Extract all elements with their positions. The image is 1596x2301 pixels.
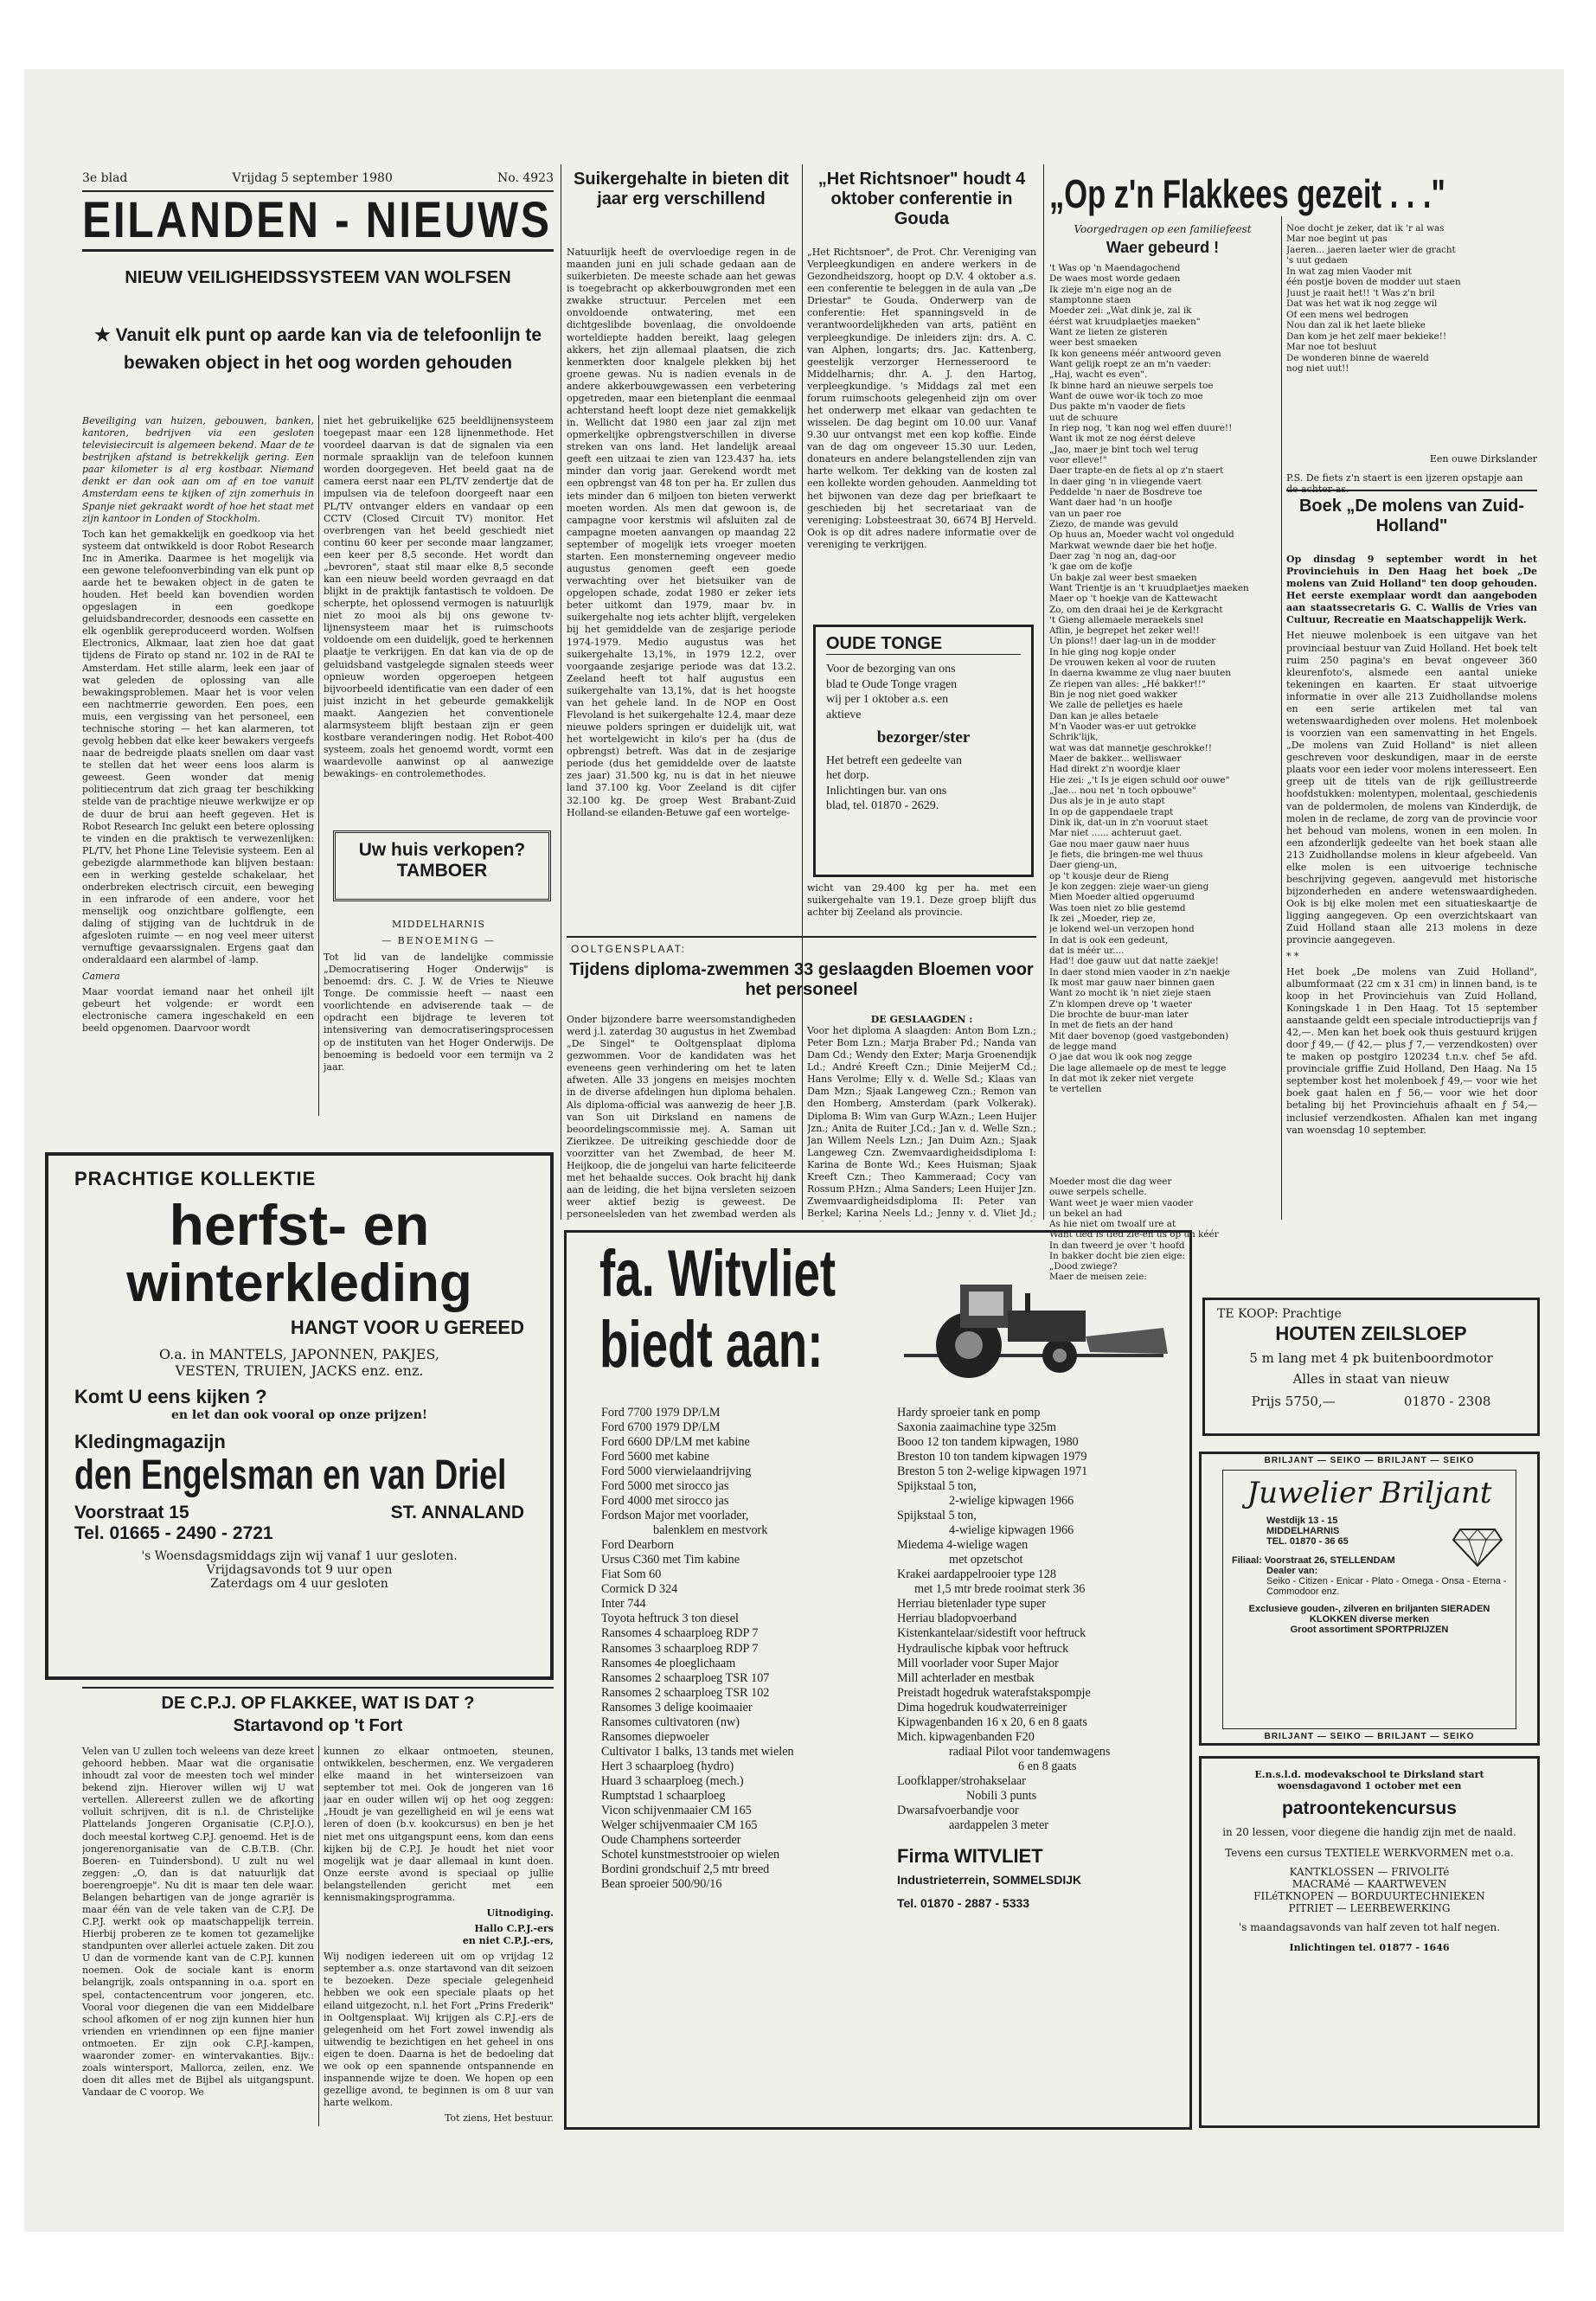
witvliet-item: Ransomes 2 schaarploeg TSR 102	[601, 1685, 770, 1700]
witvliet-item: Welger schijvenmaaier CM 165	[601, 1817, 758, 1832]
witvliet-item: Hert 3 schaarploeg (hydro)	[601, 1759, 734, 1773]
camera-heading: Camera	[82, 970, 120, 982]
tamboer-line2: TAMBOER	[396, 861, 488, 881]
witvliet-item: Loofklapper/strohakselaar	[897, 1773, 1026, 1788]
wolfsen-col2	[324, 415, 554, 822]
witvliet-item: Hardy sproeier tank en pomp	[897, 1406, 1041, 1420]
suiker-body-box	[567, 247, 796, 1146]
zeilsloep-l1: 5 m lang met 4 pk buitenboordmotor	[1249, 1350, 1493, 1366]
flakkees-poem1: 't Was op 'n Maendagochend De waes most worde gedaen Ik zieje m'n eige nog an de stamptonne staen Moeder zei: „Wat dink je, zal ik éérst wat kruudplaetjes maeken" Want ze lieten ze gisteren weer best smaeken Ik kon geneens méér antwoord geven Want gelijk roept ze an m'n vaeder: „Haj, wacht es even". Ik binne hard an nieuwe serpels toe Want de ouwe wor-ik toch zo moe Dus pakte m'n vaoder de fiets uut de schuure In riep nog, 't kan nog wel effen duure!! Want ik mot ze nog éérst deleve „Jao, maer je bint toch wel terug voor elleve!" Daer trapte-en de fiets al op z'n staert In daer ging 'n in vliegende vaert Peddelde 'n naer de Bosdreve toe Want daer had 'n un hoofje van un paer roe Ziezo, de mande was gevuld Op huus an, Moeder wacht vol ongeduld Markwat wewnde daer bie het hofje. Daer zag 'n nog an, dag-oor 'k gae om de kofje Un bakje zal weer best smaeken Want Trientje is an 't kruudplaetjes maeken Maer op 't hoekje van de Kattewacht Zo, om den draai hei je de Kerkgracht 't Gieng allemaele meraekels snel Aflin, je begrepet het zeker wel!! Un plons!! daer lag-un in de modder In hie ging nog kopje onder De vrouwen keken al voor de ruuten In daerna kwamme ze vlug naer buuten Ze riepen van alles: „Hé bakker!!" Bin je nog niet goed wakker We zalle de pelletjes es haele Dan kan je alles betaele M'n Vaoder was-er uut getrokke Schrik'lijk, wat was dat mannetje geschrokke!! Maer de bakker... welliswaer Had direkt z'n woordje klaer Hie zei: „'t Is je eigen schuld oor ouwe" „Jae... nou net 'n toch opbouwe" Dus als je in je auto stapt In op de gappendaele trapt Dink ik, dat-un in z'n vooruut staet Mar niet ...... achteruut gaet. Gae nou maer gauw naer huus Je fiets, die bringen-me wel thuus Daer gieng-un, op 't kousje deur de Rieng Je kon zeggen: zieje waer-un gieng Mien Moeder altied opgeruumd Was toen niet zo blie gestemd Ik zei „Moeder, riep ze, je lokend wel-un verzopen hond In dat is ook een gedeunt, dat is méér ur.... Had'! doe gauw uut dat natte zaekje! In daer stond mien vaoder in z'n naekje Ik most mar gauw naer binnen gaen Want zo mocht ik 'n niet zieje staen Z'n klompen dreve op 't waeter Die brochte de buur-man later In met de fiets an der hand Mit daer bovenop (goed vastgebonden) de legge mand O jae dat wou ik ook nog zegge Die lage allemaele op de mest te legge In dat mot ik zeker niet vergete te vertellen	[1049, 263, 1249, 1095]
witvliet-item: Rumptstad 1 schaarploeg	[601, 1788, 726, 1803]
richtsnoer-body: „Het Richtsnoer", de Prot. Chr. Vereniging van Verpleegkundigen en andere werkers in de Gezondheidszorg, hoopt op D.V. 4 oktober a.s. een conferentie te beleggen in de aula van „De Driestar" te Gouda. Onderwerp van de conferentie: Het spanningsveld in de verantwoordelijkheden van arts, patiënt en verpleegkundige. De inleiders zijn: drs. A. C. van Alphen, longarts; drs. Jac. Kattenberg, geestelijk verzorger Hernesseroord te Middelharnis; dhr. A. J. den Hartog, verpleegkundige. 's Middags zal met een forum ruimschoots gelegenheid zijn om over het onderwerp met elkaar van gedachten te wisselen. De dag begint om 10.00 uur. Vanaf 9.30 uur ontvangst met een kop koffie. Einde van de dag om ongeveer 15.30 uur. Leden, donateurs en andere belangstellenden zijn van harte welkom. Ter dekking van de kosten zal een kollekte worden gehouden. Aanmelding tot het bijwonen van deze dag per briefkaart te geschieden bij het secretariaat van de vereniging: Lobsteestraat 30, 6674 BJ Herveld. Ook is op dit adres nadere informatie over de vereniging te verkrijgen.	[807, 247, 1036, 550]
zeilsloep-price: Prijs 5750,—	[1251, 1394, 1336, 1409]
witvliet-item: Huard 3 schaarploeg (mech.)	[601, 1773, 744, 1788]
herfst-oa: O.a. in MANTELS, JAPONNEN, PAKJES,	[158, 1346, 439, 1363]
patroon-rowC: FILéTKNOPEN — BORDUURTECHNIEKEN	[1253, 1890, 1485, 1902]
wolfsen-camera: Maar voordat iemand naar het onheil ijlt gebeurt het volgende: er wordt een electronische camera ingeschakeld en een beeld opgenomen. Daarvoor wordt	[82, 985, 314, 1034]
witvliet-item: Saxonia zaaimachine type 325m	[897, 1420, 1056, 1435]
patroon-title: patroontekencursus	[1282, 1798, 1457, 1818]
flakkees-headline: „Op z'n Flakkees gezeit . . ."	[1049, 171, 1445, 216]
juwelier-inner	[1222, 1470, 1516, 1729]
wolfsen-kicker: NIEUW VEILIGHEIDSSYSTEEM VAN WOLFSEN	[125, 268, 511, 287]
herfst-prijzen: en let dan ook vooral op onze prijzen!	[170, 1408, 428, 1423]
issue-date: Vrijdag 5 september 1980	[232, 171, 393, 185]
herfst-h2: Vrijdagsavonds tot 9 uur open	[206, 1563, 393, 1578]
cpj-sign: Tot ziens, Het bestuur.	[445, 2112, 554, 2125]
benoeming-article	[324, 919, 554, 1118]
zeilsloep-kicker: TE KOOP: Prachtige	[1217, 1307, 1342, 1321]
cpj-sub: Startavond op 't Fort	[233, 1716, 403, 1735]
issue-number: No. 4923	[497, 171, 554, 185]
witvliet-tel: Tel. 01870 - 2887 - 5333	[897, 1896, 1030, 1911]
witvliet-item: Cormick D 324	[601, 1582, 678, 1597]
molens-body: Het nieuwe molenboek is een uitgave van het provinciaal bestuur van Zuid Holland. Het boek telt ruim 250 pagina's en bevat ongeveer 360 kleurenfoto's, alsmede een aantal unieke tekeningen en kaarten. Er staat uitvoerige informatie in over alle 213 Zuidhollandse molens en een serie artikelen met tal van wetenswaardigheden over molens. Het molenboek is voorzien van een samenvatting in het Engels. „De molens van Zuid Holland" is niet alleen geschreven voor deskundigen, maar in de eerste plaats voor een ieder voor molens interesseert. Een greep uit de titels van de rijk geïllustreerde hoofdstukken: molentypen, molentaal, geschiedenis van de poldermolen, de molens van Kinderdijk, de molen in de reclame, de zorg van de provincie voor het behoud van molens, wonen in een molen. In een afzonderlijk gedeelte van het boek staan alle 213 Zuidhollandse molens in kleur afgebeeld. Van elke molen is een uitvoerige technische beschrijving gegeven, aangevuld met historische bijzonderheden en andere wetenswaardigheden. Ook is bij elke molen met een situatieskaartje de ligging aangegeven. Op een overzichtskaart van Zuid Holland staan alle 213 molens in deze provincie aangegeven.	[1286, 630, 1537, 946]
witvliet-item: Ford 7700 1979 DP/LM	[601, 1406, 721, 1420]
witvliet-item: Dima hogedruk koudwaterreiniger	[897, 1700, 1067, 1715]
witvliet-item: Ransomes 2 schaarploeg TSR 107	[601, 1670, 770, 1685]
wolfsen-col1	[82, 415, 314, 1116]
witvliet-item: Ransomes diepwoeler	[601, 1729, 709, 1744]
witvliet-item: met 1,5 mtr brede rooimat sterk 36	[914, 1582, 1086, 1597]
witvliet-item: Booo 12 ton tandem kipwagen, 1980	[897, 1435, 1079, 1450]
wolfsen-body: Toch kan het gemakkelijk en goedkoop via het systeem dat ontwikkeld is door Robot Research Inc in Amerika. Daarmee is het mogelijk via een gewone telefoonverbinding van elk punt op aarde het te bewaken object in de gaten te houden. Het beeld kan bovendien worden opgeslagen in een goedkope geluidsbandrecorder, desnoods een cassette en elk ogenblik gereproduceerd worden. Wolfsen Electronics, Alkmaar, laat zien hoe dat gaat tijdens de Firato op stand nr. 102 in de RAI te Amsterdam. Het stille alarm, leek een jaar of wat geleden de oplossing van alle bewakingsproblemen. Maar het is voor velen een nachtmerrie geworden. Een poes, een muis, een vergissing van het personeel, een technische storing — het kan alarmeren, tot gevolg hebben dat elke keer bewakers vergeefs naar de bedreigde plaats snellen om daar vast te stellen dat het weer eens loos alarm is geweest. Geen wonder dat menig politiecentrum dat zich graag ter beschikking stelde van de prachtige nieuwe werkwijze er op de duur de brui aan heeft gegeven. Het is Robot Research Inc gelukt een betere oplossing te vinden en die praktisch te verwezenlijken: PL/TV, het Phone Line Televisie systeem. Een al gebezigde alarmmethode kan blijven bestaan: een in werking gestelde schakelaar, het onderbreken electrisch circuit, een beweging in een infrarode of een andere, voor het menselijk oog onzichtbare golflengte, een daling of stijging van de luchtdruk in de afgesloten ruimte — en nog veel meer uiterst vernuftige gevaarssignalen. Ergens gaat dan onderaldaard een alarmbel of -lamp.	[82, 528, 314, 966]
witvliet-item: aardappelen 3 meter	[949, 1817, 1049, 1832]
juwelier-ad	[1199, 1452, 1540, 1746]
witvliet-item: Dwarsafvoerbandje voor	[897, 1803, 1019, 1817]
flakkees-sub: Voorgedragen op een familiefeest	[1074, 223, 1252, 235]
blad-label: 3e blad	[82, 171, 128, 185]
herfst-tel: Tel. 01665 - 2490 - 2721	[74, 1523, 273, 1544]
witvliet-item: Oude Champhens sorteerder	[601, 1832, 741, 1847]
diploma-headline: Tijdens diploma-zwemmen 33 geslaagden Bloemen voor het personeel	[569, 960, 1034, 999]
witvliet-item: Ford 5000 vierwielaandrijving	[601, 1465, 752, 1479]
ot-line5: Het betreft een gedeelte van	[826, 753, 963, 767]
witvliet-item: Breston 10 ton tandem kipwagen 1979	[897, 1450, 1087, 1465]
wolfsen-col2-text: niet het gebruikelijke 625 beeldlijnensysteem toegepast maar een 128 lijnenmethode. Het voordeel daarvan is dat de signalen via een normale spraaklijn van de telefoon kunnen worden doorgegeven. Het beeld gaat na de camera eerst naar een PL/TV zendertje dat de impulsen via de telefoon doorgeeft naar een PL/TV ontvanger elders en vandaar op een CCTV (Closed Circuit TV) monitor. Het overbrengen van het beeld geschiedt niet continu 60 keer per seconde maar langzamer, een keer per 8,5 seconde. Het wordt dan „bevroren", staat stil maar elke 8,5 seconde kan een nieuw beeld worden gevraagd en dat blijkt in de praktijk fantastisch te voldoen. De scherpte, het oplossend vermogen is natuurlijk niet zo mooi als bij ons gewone tv-lijnensysteem maar het is ruimschoots voldoende om een duidelijk, goed te herkennen plaatje te verkrijgen. En dat kan via de op de geluidsband vastgelegde signalen steeds weer opnieuw worden opgeroepen hetgeen bijvoorbeeld identificatie van een dader of een juist inzicht in het gebeurde gemakkelijk maakt. Aangezien het conventionele alarmsysteem blijft bestaan zijn er geen kostbare veranderingen nodig. Het Robot-400 systeem, zoals het genoemd wordt, vormt een waardevolle aanwinst op al aanwezige bewakings- en controlemethodes.	[324, 415, 554, 780]
masthead-title: EILANDEN - NIEUWS	[82, 194, 552, 247]
patroon-l2: woensdagavond 1 october met een	[1277, 1780, 1462, 1791]
witvliet-ad	[564, 1230, 1192, 2130]
witvliet-item: Kistenkantelaar/sidestift voor heftruck	[897, 1626, 1086, 1641]
zeilsloep-l2: Alles in staat van nieuw	[1292, 1371, 1450, 1387]
witvliet-addr: Industrieterrein, SOMMELSDIJK	[897, 1873, 1082, 1888]
ot-bold: bezorger/ster	[876, 728, 971, 747]
diploma-list: Voor het diploma A slaagden: Anton Bom Lzn.; Peter Bom Lzn.; Marja Braber Pd.; Nanda van Dam Cd.; Wendy den Exter; Marja Groenendijk Ld.; André Kreeft Czn.; Dinie MeijerM Cd.; Hans Verolme; Elly v. d. Welle Sd.; Klaas van Dam Mzn.; Sjaak Langeweg Czn.; Remon van den Homberg, Amsterdam (park Volkerak). Diploma B: Wim van Gurp W.Azn.; Leen Huijer Jzn.; Anita de Ruiter J.Cd.; Jan v. d. Welle Szn.; Jan Willem Neels Lzn.; Jan Duim Azn.; Sjaak Langeweg Czn. Zwemvaardigheidsdiploma I: Karina de Bonte Wd.; Kees Huisman; Sjaak Kreeft Czn.; Theo Kammeraad; Cocy van Rossum P.Hzn.; Alma Sanders; Leen Huijer Jzn. Zwemvaardigheidsdiploma II: Peter van Berkel; Karina Neels Ld.; Jenny v. d. Vliet Jd.;	[807, 1025, 1036, 1220]
herfst-h3: Zaterdags om 4 uur gesloten	[210, 1577, 388, 1592]
juwelier-excl: Exclusieve gouden-, zilveren en briljanten SIERADEN	[1248, 1604, 1490, 1614]
witvliet-item: Hydraulische kipbak voor heftruck	[897, 1641, 1069, 1656]
diploma-body: Onder bijzondere barre weersomstandigheden werd j.l. zaterdag 30 augustus in het Zwembad „De Singel" te Ooltgensplaat diploma gezwommen. Voor de kandidaten was het eveneens geen verhindering om het te laten afweten. Alle 33 jongens en meisjes mochten in de diverse afdelingen hun diploma behalen. Als diploma-official was aanwezig de heer J.B. van Son uit Dirksland en namens de beoordelingscommissie mej. A. Saman uit Zierikzee. De uitreiking geschiedde door de voorzitter van het Zwembad, de heer M. Heijkoop, die de jongelui van harte feliciteerde met het behaalde succes. Ook bracht hij dank aan de leiding, die het bijna versleten seizoen weer aktief bezig is geweest. De personeelsleden van het zwembad werden als	[567, 1014, 796, 1221]
patroon-rowB: MACRAMé — KAARTWEVEN	[1292, 1878, 1447, 1890]
flakkees-title: Waer gebeurd !	[1106, 239, 1220, 256]
witvliet-item: met opzetschot	[949, 1553, 1023, 1567]
herfst-shop: den Engelsman en van Driel	[74, 1452, 507, 1499]
zeilsloep-price-row	[1217, 1394, 1525, 1409]
cpj-niet: en niet C.P.J.-ers,	[462, 1935, 554, 1947]
herfst-komt: Komt U eens kijken ?	[74, 1386, 267, 1408]
cpj-uitnodiging: Uitnodiging.	[486, 1907, 554, 1920]
witvliet-item: Ford 5000 met sirocco jas	[601, 1479, 729, 1494]
witvliet-big2: biedt aan:	[599, 1308, 824, 1381]
richtsnoer-body-box	[807, 247, 1036, 619]
ot-line4: aktieve	[826, 708, 862, 721]
witvliet-item: Vicon schijvenmaaier CM 165	[601, 1803, 752, 1817]
flakkees-head	[1049, 166, 1535, 221]
ot-line3: wij per 1 oktober a.s. een	[826, 693, 949, 706]
witvliet-item: Schotel kunstmeststrooier op wielen	[601, 1847, 780, 1862]
zeilsloep-tel: 01870 - 2308	[1403, 1394, 1491, 1409]
masthead-dateline	[82, 171, 554, 190]
molens-lead: Op dinsdag 9 september wordt in het Provinciehuis in Den Haag het boek „De molens van Zuid Holland" ten doop gehouden. Het eerste exemplaar wordt dan aangeboden aan staatssecretaris G. C. Wallis de Vries van Cultuur, Recreatie en Maatschappelijk Werk.	[1286, 554, 1537, 626]
molens-headline: Boek „De molens van Zuid-Holland"	[1298, 497, 1525, 535]
cpj-col3: Wij nodigen iedereen uit om op vrijdag 12 september a.s. onze startavond van dit seizoen te bezoeken. Deze speciale gelegenheid hebben we ook een speciale plaats op het eiland uitgezocht, n.l. het Fort „Prins Frederik" in Ooltgensplaat. Wij krijgen als C.P.J.-ers de gelegenheid om het Fort zowel inwendig als uitwendig te bezichtigen en het geheel in ons eigen te doen. Daarna is het de bedoeling dat we ook op een spannende ontspannende en inspannende wijze te doen. We hopen op een gezellige avond, te beginnen is om 8 uur van harte welkom.	[324, 1951, 554, 2109]
witvliet-item: Ford Dearborn	[601, 1538, 674, 1553]
patroon-l3: in 20 lessen, voor diegene die handig zijn met de naald.	[1222, 1826, 1516, 1838]
herfst-street: Voorstraat 15	[74, 1503, 189, 1523]
witvliet-item: Fiat Som 60	[601, 1567, 662, 1582]
scan-top-margin	[0, 0, 1596, 69]
oude-tonge-ad	[813, 625, 1034, 877]
witvliet-item: Cultivator 1 balks, 13 tands met wielen	[601, 1744, 794, 1759]
witvliet-item: Ford 4000 met sirocco jas	[601, 1494, 729, 1509]
oude-tonge-title: OUDE TONGE	[826, 634, 1021, 655]
witvliet-item: 2-wielige kipwagen 1966	[949, 1494, 1074, 1509]
cpj-hallo: Hallo C.P.J.-ers	[474, 1923, 554, 1935]
juwelier-groot: Groot assortiment SPORTPRIJZEN	[1290, 1625, 1449, 1635]
benoeming-place: MIDDELHARNIS	[392, 919, 485, 930]
diploma-body-box	[567, 1014, 796, 1221]
witvliet-item: Ransomes 3 delige kooimaaier	[601, 1700, 753, 1715]
witvliet-item: 6 en 8 gaats	[1018, 1759, 1077, 1773]
witvliet-item: balenklem en mestvork	[653, 1523, 768, 1538]
molens-box	[1286, 554, 1537, 1280]
witvliet-item: Mich. kipwagenbanden F20	[897, 1729, 1035, 1744]
tractor-icon	[887, 1259, 1172, 1388]
diploma-kicker: OOLTGENSPLAAT:	[571, 943, 686, 955]
juwelier-name: Juwelier Briljant	[1247, 1476, 1492, 1510]
ot-line8: blad, tel. 01870 - 2629.	[826, 799, 939, 813]
witvliet-item: Bordini grondschuif 2,5 mtr breed	[601, 1862, 770, 1876]
flakkees-poem3: Noe docht je zeker, dat ik 'r al was Mar noe begint ut pas Jaeren... jaeren laeter wier de gracht 's uut gedaen In wat zag mien Vaoder mit één postje boven de modder uut staen Juust je raait het!! 't Was z'n bril Dat was het wat ik nog zegge wil Of een mens wel bedrogen Nou dan zal ik het laete blieke Dan kom je het zelf maer bekieke!! Mar noe tot besluut De wonderen binne de waereld nog niet uut!!	[1286, 223, 1461, 375]
witvliet-item: Fordson Major met voorlader,	[601, 1509, 749, 1523]
witvliet-item: Ford 5600 met kabine	[601, 1450, 709, 1465]
witvliet-item: Toyota heftruck 3 ton diesel	[601, 1612, 739, 1626]
ot-line1: Voor de bezorging van ons	[826, 663, 956, 676]
herfst-oa2: VESTEN, TRUIEN, JACKS enz. enz.	[175, 1362, 424, 1380]
patroon-l6: Inlichtingen tel. 01877 - 1646	[1289, 1942, 1450, 1953]
patroon-ad	[1199, 1756, 1540, 2128]
ot-line6: het dorp.	[826, 769, 869, 783]
herfst-big2: winterkleding	[126, 1253, 472, 1314]
cpj-headline: DE C.P.J. OP FLAKKEE, WAT IS DAT ?	[161, 1694, 475, 1713]
herfst-address-row	[74, 1503, 524, 1523]
juwelier-border-top: BRILJANT — SEIKO — BRILJANT — SEIKO	[1264, 1456, 1475, 1465]
juwelier-filiaal: Filiaal: Voorstraat 26, STELLENDAM	[1232, 1555, 1395, 1566]
witvliet-item: Inter 744	[601, 1597, 646, 1612]
benoeming-kicker: — BENOEMING —	[381, 935, 496, 946]
herfst-ad	[45, 1152, 554, 1680]
witvliet-item: Mill achterlader en mestbak	[897, 1670, 1035, 1685]
witvliet-item: Herriau bietenlader type super	[897, 1597, 1047, 1612]
herfst-hangt: HANGT VOOR U GEREED	[290, 1317, 524, 1339]
witvliet-firm: Firma WITVLIET	[897, 1844, 1043, 1867]
witvliet-item: Miedema 4-wielige wagen	[897, 1538, 1029, 1553]
witvliet-big1: fa. Witvliet	[599, 1237, 836, 1311]
wolfsen-headline: ★ Vanuit elk punt op aarde kan via de telefoonlijn te bewaken object in het oog worden gehouden	[93, 325, 542, 373]
juwelier-addr2: MIDDELHARNIS	[1266, 1526, 1340, 1536]
witvliet-item: Ford 6700 1979 DP/LM	[601, 1420, 721, 1435]
cpj-col2: kunnen zo elkaar ontmoeten, steunen, ontwikkelen, beschermen, enz. We vergaderen elke maand in het winterseizoen van september tot mei. Ook de jongeren van 16 jaar en ouder willen wij op het oog zeggen: „Houdt je van gezelligheid en wil je eens wat leren of doen (b.v. kookcursus) en ben je het niet met ons uitgangspunt eens, kom dan eens kijken bij de C.P.J. Je houdt het niet voor mogelijk wat je daar allemaal in kunt doen. Onze eerste avond is speciaal op jullie belangstellenden gericht met een kennismakingsprogramma.	[324, 1746, 554, 1903]
juwelier-brands: Seiko - Citizen - Enicar - Plato - Omega - Onsa - Eterna - Commodoor enz.	[1266, 1576, 1507, 1597]
suiker-headline: Suikergehalte in bieten dit jaar erg verschillend	[574, 170, 789, 208]
diploma-list-title: DE GESLAAGDEN :	[870, 1014, 973, 1025]
cpj-col2-box	[324, 1746, 554, 2126]
ot-line7: Inlichtingen bur. van ons	[826, 784, 947, 798]
molens-stars: * *	[1286, 950, 1299, 962]
wolfsen-intro: Beveiliging van huizen, gebouwen, banken, kantoren, bedrijven via een gesloten televisiecircuit is algemeen bekend. Maar de te bestrijken afstand is betrekkelijk gering. Een paar kilometer is al erg kostbaar. Niemand denkt er dan ook aan om af en toe vanuit Amsterdam eens te kijken of zijn zomerhuis in Spanje niet gekraakt wordt of hoe het staat met zijn kantoor in Londen of Stockholm.	[82, 415, 314, 524]
witvliet-item: Ransomes 4e ploeglichaam	[601, 1656, 736, 1670]
benoeming-body: Tot lid van de landelijke commissie „Democratisering Hoger Onderwijs" is benoemd: drs. C. J. W. de Vries te Nieuwe Tonge. De commissie heeft — naast een voorlichtende en adviserende taak — de opdracht een bijdrage te leveren tot intensivering van democratiseringsprocessen op de instituten van het Hoger Onderwijs. De benoeming is bedoeld voor een termijn va 2 jaar.	[324, 952, 554, 1073]
zeilsloep-ad	[1202, 1298, 1540, 1436]
witvliet-item: Nobili 3 punts	[966, 1788, 1037, 1803]
patroon-l5: 's maandagsavonds van half zeven tot half negen.	[1238, 1921, 1501, 1933]
zeilsloep-title: HOUTEN ZEILSLOEP	[1275, 1323, 1467, 1344]
juwelier-addr1: Westdijk 13 - 15	[1266, 1516, 1338, 1526]
diamond-icon	[1452, 1526, 1503, 1567]
suiker-cont-box	[807, 882, 1036, 931]
flakkees-poem2: Moeder most die dag weer ouwe serpels schelle. Want weet je waer mien vaoder un bekel an had As hie niet om twoalf ure at Want tied is tied zie-en us op un kéér In dan tweerd je over 't hoofd In bakker docht bie zien eige: „Dood zwiege? Maer de meisen zeie:	[1049, 1176, 1276, 1284]
flakkees-sign: Een ouwe Dirkslander	[1429, 453, 1537, 465]
flakkees-ps: P.S. De fiets z'n staert is een ijzeren opstapje aan	[1286, 472, 1523, 484]
witvliet-item: Ransomes 3 schaarploeg RDP 7	[601, 1641, 759, 1656]
witvliet-item: Ursus C360 met Tim kabine	[601, 1553, 740, 1567]
witvliet-item: Krakei aardappelrooier type 128	[897, 1567, 1056, 1582]
herfst-kleding: Kledingmagazijn	[74, 1431, 226, 1453]
suiker-body: Natuurlijk heeft de overvloedige regen in de maanden juni en juli schade gedaan aan de suikerbieten. De meeste schade aan het gewas is toegebracht op akkerbouwgronden met een zwakke structuur. Percelen met een onvoldoende ontwatering, met een dichtgeslibde bovenlaag, die onvoldoende worteldiepte hadden bereikt, laag gelegen akkers, het zijn allemaal plaatsen, die zich kenmerkten door knalgele plekken bij het groene gewas. Nu is nadien evenals in de andere akkerbouwgewassen een verbetering opgetreden, maar een bietenplant die eenmaal achterstand heeft loopt deze niet gemakkelijk in. Wellicht dat 1980 een jaar zal zijn met opmerkelijke opbrengstverschillen in diverse streken van ons land. Het landelijk areaal geeft een uitzaai te zien van 123.437 ha. iets minder dan vorig jaar. Gerekend wordt met een opbrengst van 48 ton per ha. Er zullen dus iets minder dan 6 miljoen ton bieten verwerkt moeten worden. Als men dat gewoon is, de campagne voor kerstmis wil afsluiten zal de campagne moeten aanvangen op maandag 22 september of mogelijk iets vroeger moeten starten. Een monsterneming ongeveer medio augustus genomen geeft een goede verwachting over het bietsuiker van de opgelopen schade, zodat 1980 er zeker iets beter uitkomt dan 1979, maar bv. in suikergehalte nog iets achter blijft, vergeleken bij het gemiddelde van de zesjarige periode 1974-1979. Medio augustus was het suikergehalte 13,1%, in 1979 12.2, over voorgaande zesjarige periode was dat 13.2. Zeeland heeft tot half augustus een suikergehalte van 13,1%, dat is het hoogste van het gehele land. In de NOP en Oost Flevoland is het suikergehalte 12.4, maar deze nieuwe polders springen er duidelijk uit, wat het wortelgewicht in kilo's per ha (dus de opbrengst) betreft. Was dat in de zesjarige periode (dus het gemiddelde over de laatste zes jaar) 31.500 kg, nu is dat in het nieuwe land 37.100 kg. Voor Zeeland is dit cijfer 32.100 kg. De groep West Brabant-Zuid Holland-se eilanden-Betuwe gaf een wortelge-	[567, 247, 796, 818]
cpj-col1-box	[82, 1746, 314, 2126]
witvliet-item: Bean sproeier 500/90/16	[601, 1877, 722, 1891]
witvliet-item: 4-wielige kipwagen 1966	[949, 1523, 1074, 1538]
witvliet-item: Mill voorlader voor Super Major	[897, 1656, 1059, 1670]
witvliet-right-list	[897, 1406, 1188, 1911]
witvliet-item: Kipwagenbanden 16 x 20, 6 en 8 gaats	[897, 1715, 1087, 1729]
witvliet-item: Ransomes 4 schaarploeg RDP 7	[601, 1626, 759, 1641]
ot-line2: blad te Oude Tonge vragen	[826, 677, 958, 691]
patroon-rowD: PITRIET — LEERBEWERKING	[1288, 1902, 1451, 1914]
witvliet-item: Ransomes cultivatoren (nw)	[601, 1715, 740, 1729]
herfst-kicker: PRACHTIGE KOLLEKTIE	[74, 1168, 317, 1189]
tamboer-ad	[333, 830, 551, 901]
witvliet-item: Ford 6600 DP/LM met kabine	[601, 1435, 750, 1450]
juwelier-dealer: Dealer van:	[1266, 1566, 1318, 1576]
herfst-town: ST. ANNALAND	[390, 1503, 524, 1523]
masthead	[82, 194, 554, 247]
juwelier-border-bottom: BRILJANT — SEIKO — BRILJANT — SEIKO	[1264, 1732, 1475, 1741]
witvliet-item: Spijkstaal 5 ton,	[897, 1479, 977, 1494]
witvliet-item: Preistadt hogedruk waterafstakspompje	[897, 1685, 1091, 1700]
witvliet-item: radiaal Pilot voor tandemwagens	[949, 1744, 1111, 1759]
herfst-big1: herfst- en	[169, 1193, 430, 1257]
witvliet-item: Breston 5 ton 2-welige kipwagen 1971	[897, 1465, 1088, 1479]
herfst-h1: 's Woensdagsmiddags zijn wij vanaf 1 uur gesloten.	[141, 1549, 458, 1564]
witvliet-left-list	[601, 1406, 895, 1892]
witvliet-item: Herriau bladopvoerband	[897, 1612, 1017, 1626]
witvliet-item: Spijkstaal 5 ton,	[897, 1509, 977, 1523]
juwelier-klokken: KLOKKEN diverse merken	[1309, 1614, 1430, 1625]
patroon-rowA: KANTKLOSSEN — FRIVOLITé	[1289, 1866, 1450, 1878]
scan-bottom-margin	[0, 2232, 1596, 2301]
tamboer-line1: Uw huis verkopen?	[358, 840, 526, 860]
juwelier-tel: TEL. 01870 - 36 65	[1266, 1536, 1349, 1547]
patroon-l4: Tevens een cursus TEXTIELE WERKVORMEN met o.a.	[1225, 1847, 1514, 1859]
cpj-col1: Velen van U zullen toch weleens van deze kreet gehoord hebben. Maar wat die organisatie inhoudt zal voor de meesten toch wel minder bekend zijn. Hierover willen wij U wat vertellen. Allereerst zullen we de afkorting volluit schrijven, dit is n.l. de Christelijke Plattelands Jongeren Organisatie (C.P.J.O.), doch meestal kortweg C.P.J. genoemd. Het is de jongerenorganisatie van de C.B.T.B. (Chr. Boeren- en Tuindersbond). U zult nu wel zeggen: „O, dan is dat natuurlijk dat boerengroepje". Nu dit is maar ten dele waar. Belangen behartigen van de jonge agrariër is maar één van de vele taken van de C.P.J. De C.P.J. werkt ook op maatschappelijk terrein. Hierbij proberen ze te komen tot gezamelijke standpunten over allerlei actuele zaken. Dit zou U dan de vormende kant van de C.P.J. kunnen noemen. Ook de sociale kant is enorm belangrijk, zoals ontspanning in o.a. sport en spel, contactencentrum voor jongeren, etc. Vooral voor diegenen die van een Middelbare school afkomen of er nog zijn kunnen hier hun vrienden en vriendinnen op een fijne manier ontmoeten. Er zijn ook C.P.J.-kampen, waaronder zomer- en wintervakanties. Bijv.: zoals wintersport, Mallorca, zeilen, enz. We doen dit alles met de Bijbel als uitgangspunt. Vandaar de C voorop. We	[82, 1746, 314, 2099]
diploma-list-box	[807, 1014, 1036, 1221]
richtsnoer-headline: „Het Richtsnoer" houdt 4 oktober conferentie in Gouda	[817, 170, 1026, 228]
suiker-cont: wicht van 29.400 kg per ha. met een suikergehalte van 19.1. Deze groep blijft dus achter bij Zeeland als provincie.	[807, 882, 1036, 919]
molens-body2: Het boek „De molens van Zuid Holland", albumformaat (22 cm x 31 cm) in linnen band, is te koop in het Provinciehuis van Zuid Holland, Koningskade 1 in Den Haag. Tot 15 september aanstaande geldt een speciale introductieprijs van ƒ 42,—. Men kan het boek ook thuis gestuurd krijgen door ƒ 49,— (ƒ 42,— plus ƒ 7,— verzendkosten) over te maken op postgiro 120234 t.n.v. chef 5e afd. provinciale griffie Zuid Holland, Den Haag. Na 15 september kost het molenboek ƒ 49,— voor wie het boek gaat halen en ƒ 56,— voor wie het door betaling bij het Provinciehuis afhaalt en ƒ 54,— inclusief verzendkosten. Afhalen kan met ingang van woensdag 10 september.	[1286, 965, 1537, 1136]
patroon-l1: E.n.s.l.d. modevakschool te Dirksland start	[1254, 1769, 1484, 1780]
